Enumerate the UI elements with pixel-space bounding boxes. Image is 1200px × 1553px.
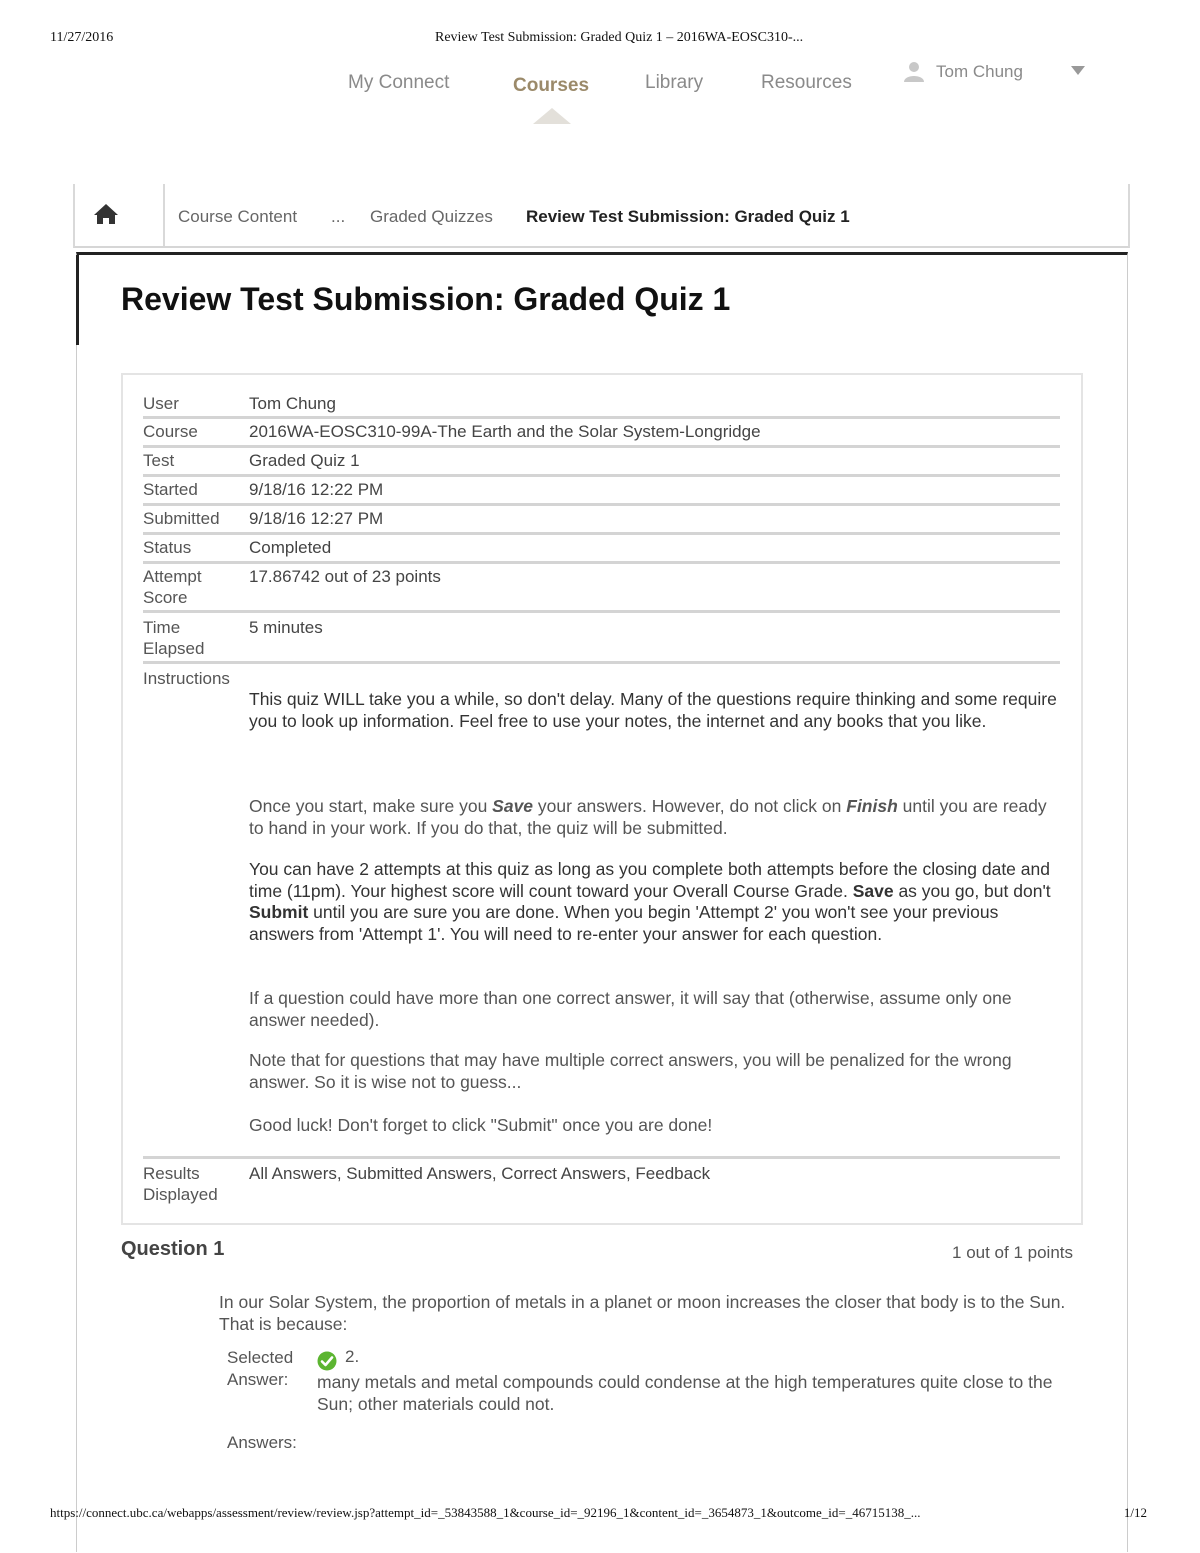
print-title: Review Test Submission: Graded Quiz 1 – 2016WA-EOSC310-... [435, 30, 804, 45]
detail-row-results-displayed [143, 1163, 1060, 1209]
chevron-down-icon[interactable] [1071, 66, 1085, 75]
nav-my-connect[interactable]: My Connect [348, 72, 450, 93]
instructions-paragraph: Note that for questions that may have multiple correct answers, you will be penalized for the wrong answer. So it is wise not to guess... [249, 1050, 1012, 1092]
nav-courses[interactable]: Courses [513, 75, 590, 96]
instructions-text: Once you start, make sure you [249, 796, 493, 816]
detail-row-test [143, 450, 1060, 477]
print-header [50, 30, 1150, 50]
detail-row-course [143, 421, 1060, 448]
detail-label-line: Elapsed [143, 639, 205, 658]
breadcrumb-ellipsis[interactable]: ... [331, 207, 346, 226]
question-text: In our Solar System, the proportion of metals in a planet or moon increases the closer that body is to the Sun. That is because: [219, 1292, 1066, 1334]
detail-label [143, 566, 243, 608]
detail-row-started [143, 479, 1060, 506]
home-icon [93, 203, 119, 225]
detail-label: Submitted [143, 509, 220, 528]
detail-label-line: Attempt [143, 567, 202, 586]
detail-label-line: Displayed [143, 1185, 218, 1204]
detail-value-started: 9/18/16 12:22 PM [249, 480, 384, 499]
instructions-text: You can have 2 attempts at this quiz as long as you complete both attempts before the closing date and time (11pm). Your highest score will count toward your Overall Course Grade. [249, 859, 1050, 901]
detail-value-test: Graded Quiz 1 [249, 451, 360, 470]
user-name: Tom Chung [936, 62, 1023, 81]
selected-answer-label [227, 1347, 307, 1391]
question-title: Question 1 [121, 1238, 225, 1260]
detail-label-line: Score [143, 588, 188, 607]
print-url: https://connect.ubc.ca/webapps/assessment/review/review.jsp?attempt_id=_53843588_1&course_id=_92196_1&content_id=_3654873_1&outcome_id=_46715138_... [50, 1505, 921, 1520]
nav-resources[interactable]: Resources [761, 72, 852, 93]
instructions-text: until you are sure you are done. When you begin 'Attempt 2' you won't see your previous answers from 'Attempt 1'. You will need to re-enter your answer for each question. [249, 902, 999, 944]
detail-label: Course [143, 422, 198, 441]
instructions-emphasis: Submit [249, 902, 309, 922]
detail-value-submitted: 9/18/16 12:27 PM [249, 509, 384, 528]
title-accent [76, 255, 79, 345]
question-points: 1 out of 1 points [952, 1243, 1073, 1262]
detail-label [143, 617, 243, 659]
submission-details [121, 373, 1083, 1225]
detail-value-score: 17.86742 out of 23 points [249, 567, 441, 586]
detail-row-instructions [143, 668, 1060, 1159]
detail-row-submitted [143, 508, 1060, 535]
instructions-paragraph [249, 796, 1059, 839]
breadcrumb-course-content[interactable]: Course Content [178, 207, 298, 226]
detail-row-attempt-score [143, 566, 1060, 613]
detail-value-results: All Answers, Submitted Answers, Correct Answers, Feedback [249, 1164, 711, 1183]
instructions-paragraph [249, 859, 1059, 945]
instructions-text: your answers. However, do not click on [533, 796, 847, 816]
page-title: Review Test Submission: Graded Quiz 1 [121, 281, 731, 317]
instructions-text: until you are ready to hand in your work. If you do that, the quiz will be submitted. [249, 796, 1047, 838]
instructions-emphasis: Finish [846, 796, 898, 816]
detail-label [143, 1163, 243, 1205]
detail-label-line: Time [143, 618, 181, 637]
instructions-emphasis: Save [492, 796, 534, 816]
selected-answer-label-line: Answer: [227, 1370, 289, 1389]
selected-answer-number: 2. [345, 1347, 360, 1366]
content-panel [76, 252, 1128, 1552]
instructions-paragraph: If a question could have more than one correct answer, it will say that (otherwise, assume only one answer needed). [249, 988, 1012, 1030]
detail-label: User [143, 394, 179, 413]
user-icon [903, 60, 925, 82]
instructions-paragraph: Good luck! Don't forget to click "Submit" once you are done! [249, 1115, 713, 1135]
answers-label: Answers: [227, 1433, 297, 1452]
detail-label-line: Results [143, 1164, 200, 1183]
selected-answer-text: many metals and metal compounds could condense at the high temperatures quite close to the Sun; other materials could not. [317, 1372, 1053, 1414]
detail-value-status: Completed [249, 538, 332, 557]
detail-label: Test [143, 451, 175, 470]
home-button[interactable] [75, 184, 165, 246]
instructions-emphasis: Save [852, 880, 894, 901]
print-page-number: 1/12 [1123, 1505, 1147, 1520]
detail-label: Started [143, 480, 198, 499]
detail-value-elapsed: 5 minutes [249, 618, 323, 637]
correct-check-icon [317, 1351, 337, 1371]
detail-label: Status [143, 538, 192, 557]
breadcrumb-graded-quizzes[interactable]: Graded Quizzes [370, 207, 493, 226]
print-date: 11/27/2016 [50, 30, 114, 45]
detail-row-user [143, 393, 1060, 419]
selected-answer-label-line: Selected [227, 1348, 294, 1367]
active-nav-caret [533, 108, 571, 124]
breadcrumb-current: Review Test Submission: Graded Quiz 1 [526, 207, 850, 226]
detail-row-status [143, 537, 1060, 564]
instructions-text: as you go, but don't [893, 880, 1051, 901]
nav-library[interactable]: Library [645, 72, 704, 93]
instructions-paragraph: This quiz WILL take you a while, so don't delay. Many of the questions require thinking and some require you to look up information. Feel free to use your notes, the internet and any books that you like. [249, 689, 1057, 731]
detail-row-time-elapsed [143, 617, 1060, 664]
detail-value-user: Tom Chung [249, 394, 336, 413]
detail-value-course: 2016WA-EOSC310-99A-The Earth and the Solar System-Longridge [249, 422, 761, 441]
detail-label: Instructions [143, 669, 230, 688]
breadcrumb [73, 184, 1130, 248]
